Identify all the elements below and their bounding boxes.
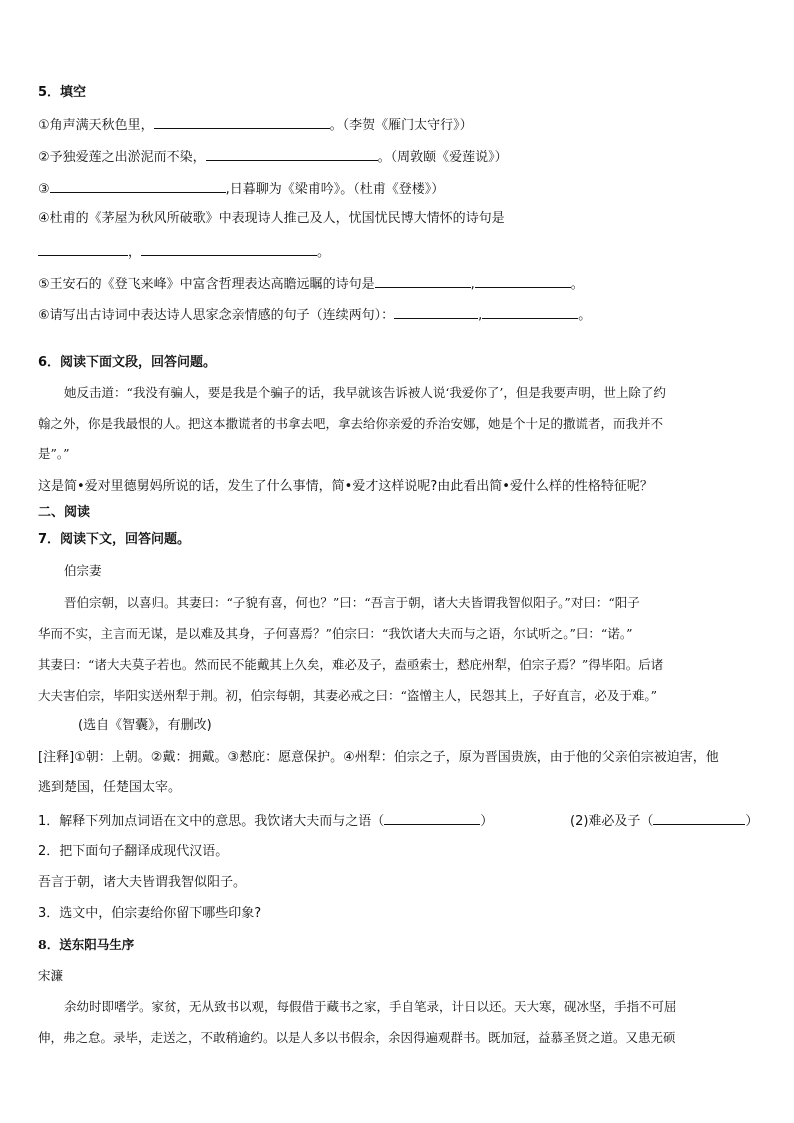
answer-blank[interactable]: [38, 241, 128, 256]
answer-blank[interactable]: [475, 273, 571, 288]
q7-sub1: [38, 810, 493, 832]
answer-blank[interactable]: [384, 810, 480, 825]
separator: ,: [478, 308, 483, 323]
answer-blank[interactable]: [206, 146, 378, 161]
q7-sub1-part2: [570, 810, 758, 832]
q5-item-2-text: ②予独爱莲之出淤泥而不染，: [38, 150, 206, 165]
q8-heading: 8．送东阳马生序: [38, 937, 135, 952]
answer-blank[interactable]: [50, 178, 226, 193]
answer-blank[interactable]: [394, 304, 478, 319]
q5-item-1: [38, 114, 473, 136]
terminator: 。: [317, 245, 331, 260]
terminator: 。: [578, 308, 592, 323]
separator: ，: [128, 245, 142, 260]
q6-passage-line: 她反击道：“我没有骗人，要是我是个骗子的话，我早就该告诉被人说‘我爱你了’，但是我要声明，世上除了约: [64, 385, 666, 400]
q5-item-4-answer: [38, 241, 330, 263]
q5-item-1-text: ①角声满天秋色里，: [38, 118, 154, 133]
q7-title: 伯宗妻: [64, 563, 102, 578]
q5-item-6: [38, 304, 591, 326]
q7-passage-line: 其妻曰：“诸大夫莫子若也。然而民不能戴其上久矣，难必及子，盍亟索士，慭庇州犁，伯宗子焉？”得毕阳。后诸: [38, 657, 664, 672]
q5-heading: 5．填空: [38, 85, 87, 100]
q5-item-3-text: ③: [38, 182, 50, 197]
q6-question: 这是简•爱对里德舅妈所说的话，发生了什么事情，简•爱才这样说呢?由此看出简•爱什么样的性格特征呢？: [38, 479, 653, 494]
q6-passage-line: 翰之外，你是我最恨的人。把这本撒谎者的书拿去吧，拿去给你亲爱的乔治安娜，她是个十足的撒谎者，而我并不: [38, 416, 664, 431]
q5-item-2: [38, 146, 508, 168]
q5-item-3-source: ,日暮聊为《梁甫吟》。（杜甫《登楼》）: [225, 182, 445, 197]
answer-blank[interactable]: [154, 114, 330, 129]
terminator: 。: [570, 277, 584, 292]
answer-blank[interactable]: [141, 241, 317, 256]
q6-heading: 6．阅读下面文段，回答问题。: [38, 355, 217, 370]
q7-source: (选自《智囊》，有删改): [78, 718, 212, 733]
q5-item-5: [38, 273, 584, 295]
separator: ,: [470, 277, 475, 292]
q5-item-3: [38, 178, 444, 200]
q8-passage-line: 伸，弗之怠。录毕，走送之，不敢稍逾约。以是人多以书假余，余因得遍观群书。既加冠，益慕圣贤之道。又患无硕: [38, 1030, 676, 1045]
section-heading: 二、阅读: [38, 505, 91, 520]
q7-heading: 7．阅读下文，回答问题。: [38, 532, 191, 547]
q7-sub2-sentence: 吾言于朝，诸大夫皆谓我智似阳子。: [38, 875, 247, 890]
answer-blank[interactable]: [482, 304, 578, 319]
q7-sub3: 3．选文中，伯宗妻给你留下哪些印象?: [38, 906, 262, 921]
q5-item-6-text: ⑥请写出古诗词中表达诗人思家念亲情感的句子（连续两句）：: [38, 308, 395, 323]
q7-notes: 逃到楚国，任楚国太宰。: [38, 780, 182, 795]
q8-passage-line: 余幼时即嗜学。家贫，无从致书以观，每假借于藏书之家，手自笔录，计日以还。天大寒，砚冰坚，手指不可屈: [64, 999, 677, 1014]
bracket: ）: [745, 814, 759, 829]
q7-sub1-text: 1．解释下列加点词语在文中的意思。我饮诸大夫而与之语（: [38, 814, 385, 829]
q7-passage-line: 大夫害伯宗，毕阳实送州犁于荆。初，伯宗每朝，其妻必戒之曰：“盗憎主人，民怨其上，子好直言，必及于难。”: [38, 688, 658, 703]
q7-sub2: 2．把下面句子翻译成现代汉语。: [38, 844, 229, 859]
q7-passage-line: 华而不实，主言而无谋，是以难及其身，子何喜焉？”伯宗曰：“我饮诸大夫而与之语，尔试听之。”曰：“诺。”: [38, 626, 633, 641]
q5-item-2-source: 。（周敦颐《爱莲说》）: [377, 150, 508, 165]
answer-blank[interactable]: [375, 273, 471, 288]
q5-item-1-source: 。（李贺《雁门太守行》）: [329, 118, 473, 133]
q7-notes: [注释]①朝：上朝。②戴：拥戴。③慭庇：愿意保护。④州犁：伯宗之子，原为晋国贵族，由于他的父亲伯宗被迫害，他: [38, 750, 719, 765]
q8-author: 宋濂: [38, 968, 64, 983]
answer-blank[interactable]: [653, 810, 745, 825]
q7-passage-line: 晋伯宗朝，以喜归。其妻曰：“子貌有喜，何也？”曰：“吾言于朝，诸大夫皆谓我智似阳子。”对曰：“阳子: [64, 595, 640, 610]
q6-passage-line: 是”。”: [38, 446, 70, 461]
q5-item-5-text: ⑤王安石的《登飞来峰》中富含哲理表达高瞻远瞩的诗句是: [38, 277, 375, 292]
q7-sub1-part2-text: (2)难必及子（: [570, 814, 654, 829]
q5-item-4: ④杜甫的《茅屋为秋风所破歌》中表现诗人推己及人，忧国忧民博大情怀的诗句是: [38, 211, 505, 226]
bracket: ）: [480, 814, 494, 829]
